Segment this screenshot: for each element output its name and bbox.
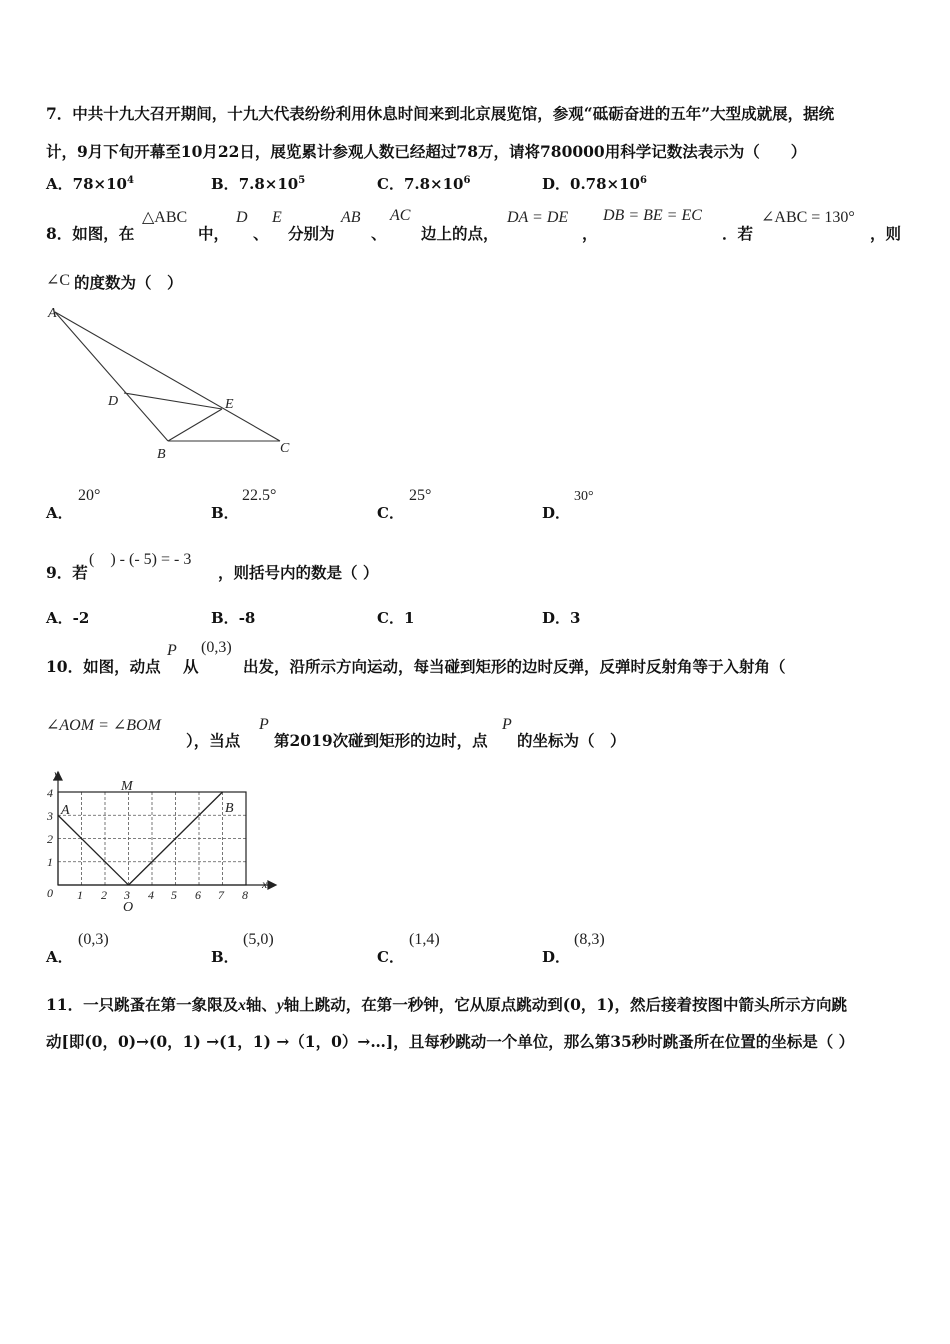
q11-line1: 11．一只跳蚤在第一象限及x轴、y轴上跳动，在第一秒钟，它从原点跳动到(0，1)，然后接着按图中箭头所示方向跳 <box>46 995 847 1014</box>
q10-mid: ），当点 <box>186 731 241 750</box>
y-tick-3: 3 <box>47 809 53 823</box>
x-tick-3: 3 <box>124 888 130 902</box>
q10-ask: 的坐标为（ ） <box>517 731 626 750</box>
q10-mid2: 第2019次碰到矩形的边时，点 <box>274 731 488 750</box>
q9-option-d: D．3 <box>542 609 581 627</box>
q9-suffix: ，则括号内的数是（ ） <box>218 563 379 582</box>
q8-angle-c: ∠C <box>46 272 71 289</box>
q8-triangle: △ABC <box>142 209 188 226</box>
q10-p2: P <box>259 716 269 733</box>
x-tick-2: 2 <box>101 888 107 902</box>
q7-option-b: B．$7.8\times 10^5$ <box>211 175 306 193</box>
point-m-label: M <box>121 779 133 794</box>
q8-option-b-value: 22.5° <box>242 487 277 504</box>
q10-p3: P <box>502 716 512 733</box>
q10-option-c-label: C． <box>377 948 404 966</box>
x-axis-label: x <box>262 877 268 891</box>
q8-ze: ，则 <box>870 224 902 243</box>
fig8-label-d: D <box>108 394 119 409</box>
q10-option-a-label: A． <box>46 948 73 966</box>
q8-eq2: DB = BE = EC <box>603 207 702 224</box>
q7-line1: 7．中共十九大召开期间，十九大代表纷纷利用休息时间来到北京展览馆，参观“砥砺奋进的五年”大型成就展，据统 <box>46 104 835 123</box>
q8-option-b-label: B． <box>211 504 239 522</box>
q8-prefix: 8．如图，在 <box>46 224 135 243</box>
q9-expression: ( ) - (- 5) = - 3 <box>89 551 192 568</box>
point-a-label: A <box>61 803 70 818</box>
q8-e: E <box>272 209 282 226</box>
y-axis-label: y <box>54 770 60 781</box>
q10-grid-figure <box>40 770 280 915</box>
point-o-label: O <box>123 900 134 915</box>
q8-option-d-label: D． <box>542 504 571 522</box>
q9-option-b: B．-8 <box>211 609 256 627</box>
y-tick-2: 2 <box>47 832 53 846</box>
q8-option-d-value: 30° <box>574 489 594 504</box>
fig8-label-a: A <box>48 306 57 321</box>
q7-option-a: A．$78\times 10^4$ <box>46 175 134 193</box>
q8-option-a-value: 20° <box>78 487 101 504</box>
q8-option-c-label: C． <box>377 504 404 522</box>
q7-line2: 计，9月下旬开幕至10月22日，展览累计参观人数已经超过78万，请将780000用科学记数法表示为（ ） <box>46 142 807 161</box>
q8-option-c-value: 25° <box>409 487 432 504</box>
y-tick-1: 1 <box>47 855 53 869</box>
q7-option-c: C．$7.8\times 10^6$ <box>377 175 471 193</box>
q10-option-d-value: (8,3) <box>574 931 605 948</box>
q8-eq1: DA = DE <box>507 209 569 226</box>
q8-bianshang: 边上的点， <box>421 224 499 243</box>
q10-option-b-label: B． <box>211 948 239 966</box>
q8-comma: ， <box>582 224 598 243</box>
q10-start: (0,3) <box>201 639 232 656</box>
fig8-label-c: C <box>280 441 290 456</box>
point-b-label: B <box>225 801 234 816</box>
q10-option-a-value: (0,3) <box>78 931 109 948</box>
q8-angle: ∠ABC = 130° <box>761 209 855 226</box>
x-tick-4: 4 <box>148 888 154 902</box>
q10-option-c-value: (1,4) <box>409 931 440 948</box>
q8-d: D <box>236 209 248 226</box>
q10-option-d-label: D． <box>542 948 571 966</box>
q10-rest: 出发，沿所示方向运动，每当碰到矩形的边时反弹，反弹时反射角等于入射角（ <box>243 657 786 676</box>
q8-zhong: 中， <box>198 224 230 243</box>
x-tick-6: 6 <box>195 888 201 902</box>
y-tick-4: 4 <box>47 786 53 800</box>
q10-option-b-value: (5,0) <box>243 931 274 948</box>
fig8-label-e: E <box>225 397 234 412</box>
q11-line2: 动[即(0，0)→(0，1) →(1，1) →（1，0）→…]，且每秒跳动一个单位，那么第35秒时跳蚤所在位置的坐标是（ ） <box>46 1032 855 1051</box>
q8-sep1: 、 <box>253 224 269 243</box>
origin-label: 0 <box>47 886 53 900</box>
q8-sep2: 、 <box>371 224 387 243</box>
q7-option-d: D．$0.78\times 10^6$ <box>542 175 647 193</box>
q10-angle: ∠AOM = ∠BOM <box>46 717 161 734</box>
q8-option-a-label: A． <box>46 504 73 522</box>
q9-option-c: C．1 <box>377 609 415 627</box>
x-tick-8: 8 <box>242 888 248 902</box>
x-tick-7: 7 <box>218 888 224 902</box>
q8-triangle-figure <box>40 300 310 470</box>
q9-option-a: A．-2 <box>46 609 90 627</box>
q8-ac: AC <box>390 207 411 224</box>
q8-ab: AB <box>341 209 361 226</box>
q8-fenbie: 分别为 <box>288 224 335 243</box>
q9-prefix: 9．若 <box>46 563 88 582</box>
x-tick-5: 5 <box>171 888 177 902</box>
q10-p: P <box>167 642 177 659</box>
q8-ask: 的度数为（ ） <box>74 273 183 292</box>
q10-prefix: 10．如图，动点 <box>46 657 161 676</box>
q8-ruo: ．若 <box>722 224 754 243</box>
x-tick-1: 1 <box>77 888 83 902</box>
fig8-label-b: B <box>157 447 166 462</box>
q10-cong: 从 <box>183 657 199 676</box>
